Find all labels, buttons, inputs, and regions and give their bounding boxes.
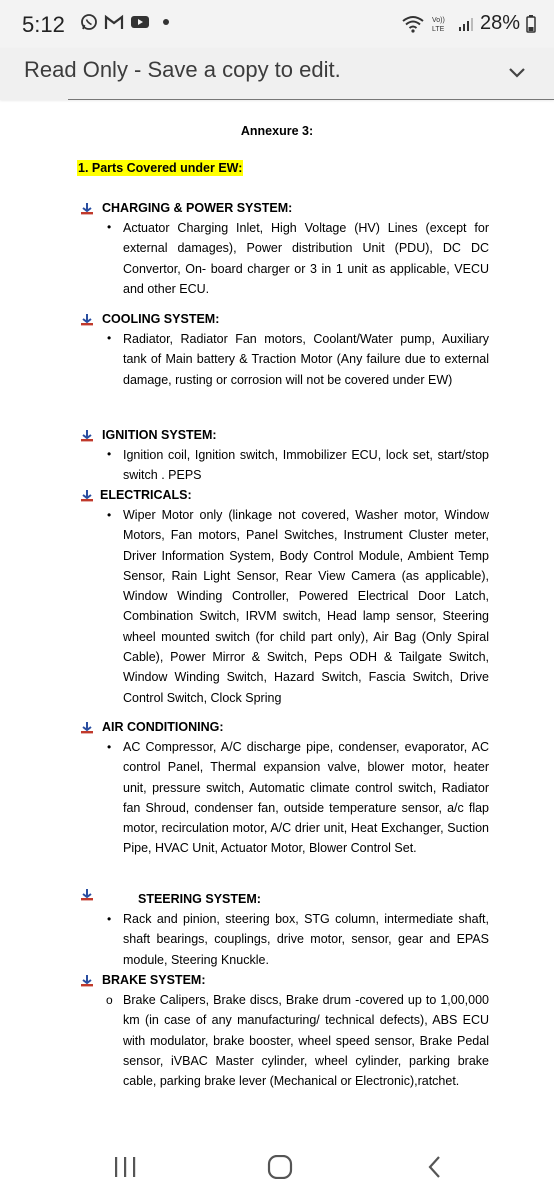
section-text: Radiator, Radiator Fan motors, Coolant/Water pump, Auxiliary tank of Main battery & Traction Motor (Any failure due to external damage, rusting or corrosion will not be covered under EW) xyxy=(123,332,489,387)
wifi-icon xyxy=(402,15,424,33)
status-bar xyxy=(0,0,554,48)
bullet-mark: • xyxy=(107,912,112,926)
bullet-mark: • xyxy=(107,331,112,345)
bullet-mark: o xyxy=(106,993,113,1007)
section-text: Brake Calipers, Brake discs, Brake drum -covered up to 1,00,000 km (in case of any manufacturing/ technical defects), ABS ECU with modulator, brake booster, wheel speed sensor, Brake Pedal sensor, iVBAC Master cylinder, wheel cylinder, parking brake cable, parking brake lever (Mechanical or Electronic),ratchet. xyxy=(123,993,489,1089)
section-text: Ignition coil, Ignition switch, Immobilizer ECU, lock set, start/stop switch . PEPS xyxy=(123,448,489,483)
read-only-message: Read Only - Save a copy to edit. xyxy=(24,57,341,82)
section-text: Wiper Motor only (linkage not covered, Washer motor, Window Motors, Fan motors, Panel Switches, Instrument Cluster meter, Driver Information System, Body Control Module, Ambient Temp Sensor, Rain Light Sensor, Rear View Camera (as applicable), Window Winding Controller, Powered Electrical Door Latch, Combination Switch, IRVM switch, Head lamp sensor, Steering wheel mounted switch (for child part only), Air Bag (Only Spiral Cable), Power Mirror & Switch, Peps ODH & Tailgate Switch, Window Winding Switch, Hazard Switch, Fascia Switch, Drive Control Switch, Clock Spring xyxy=(123,508,489,705)
status-time: 5:12 xyxy=(22,12,65,37)
section-text: AC Compressor, A/C discharge pipe, condenser, evaporator, AC control Panel, Thermal expansion valve, blower motor, heater unit, pressure switch, Automatic climate control switch, Radiator fan Shroud, condenser fan, outside temperature sensor, a/c flap motor, recirculation motor, A/C drier unit, Heat Exchanger, Suction Pipe, HVAC Unit, Actuator Motor, Blower Control Set. xyxy=(123,740,489,856)
arrow-bullet-icon xyxy=(80,721,94,735)
dot-icon xyxy=(162,18,170,26)
signal-icon xyxy=(458,16,474,32)
arrow-bullet-icon xyxy=(80,888,94,902)
parts-heading: 1. Parts Covered under EW: xyxy=(78,161,243,175)
bullet-mark: • xyxy=(107,508,112,522)
notification-icons xyxy=(80,13,170,31)
home-icon[interactable] xyxy=(267,1155,293,1184)
annexure-title: Annexure 3: xyxy=(240,124,314,138)
arrow-bullet-icon xyxy=(80,974,94,988)
bullet-mark: • xyxy=(107,220,112,234)
section-title: COOLING SYSTEM: xyxy=(102,312,220,326)
volte-icon xyxy=(430,14,452,34)
svg-text:Vo)): Vo)) xyxy=(431,16,445,24)
section-text: Actuator Charging Inlet, High Voltage (HV) Lines (except for external damages), Power distribution Unit (PDU), DC DC Convertor, On- board charger or 3 in 1 unit as applicable, VECU and other ECU. xyxy=(123,221,489,296)
arrow-bullet-icon xyxy=(80,489,94,503)
section-title: ELECTRICALS: xyxy=(100,488,192,502)
document-page[interactable] xyxy=(0,100,554,1135)
svg-text:LTE: LTE xyxy=(431,25,445,33)
battery-level: 28% xyxy=(479,12,520,34)
youtube-icon xyxy=(130,14,150,30)
battery-icon xyxy=(526,15,536,33)
read-only-banner xyxy=(0,48,554,100)
bullet-mark: • xyxy=(107,447,112,461)
arrow-bullet-icon xyxy=(80,202,94,216)
section-text: Rack and pinion, steering box, STG column, intermediate shaft, shaft bearings, couplings, drive motor, sensor, gear and EPAS module, Steering Knuckle. xyxy=(123,912,489,967)
gmail-icon xyxy=(104,14,124,30)
arrow-bullet-icon xyxy=(80,313,94,327)
arrow-bullet-icon xyxy=(80,429,94,443)
section-title: AIR CONDITIONING: xyxy=(102,720,224,734)
section-title: IGNITION SYSTEM: xyxy=(102,428,217,442)
section-title: STEERING SYSTEM: xyxy=(138,892,261,906)
section-title: CHARGING & POWER SYSTEM: xyxy=(102,201,293,215)
system-icons xyxy=(402,12,536,35)
bullet-mark: • xyxy=(107,740,112,754)
section-title: BRAKE SYSTEM: xyxy=(102,973,206,987)
recents-icon[interactable] xyxy=(112,1155,138,1184)
chevron-down-icon[interactable] xyxy=(506,62,528,84)
whatsapp-icon xyxy=(80,13,98,31)
back-icon[interactable] xyxy=(425,1155,445,1184)
navigation-bar xyxy=(0,1135,554,1200)
